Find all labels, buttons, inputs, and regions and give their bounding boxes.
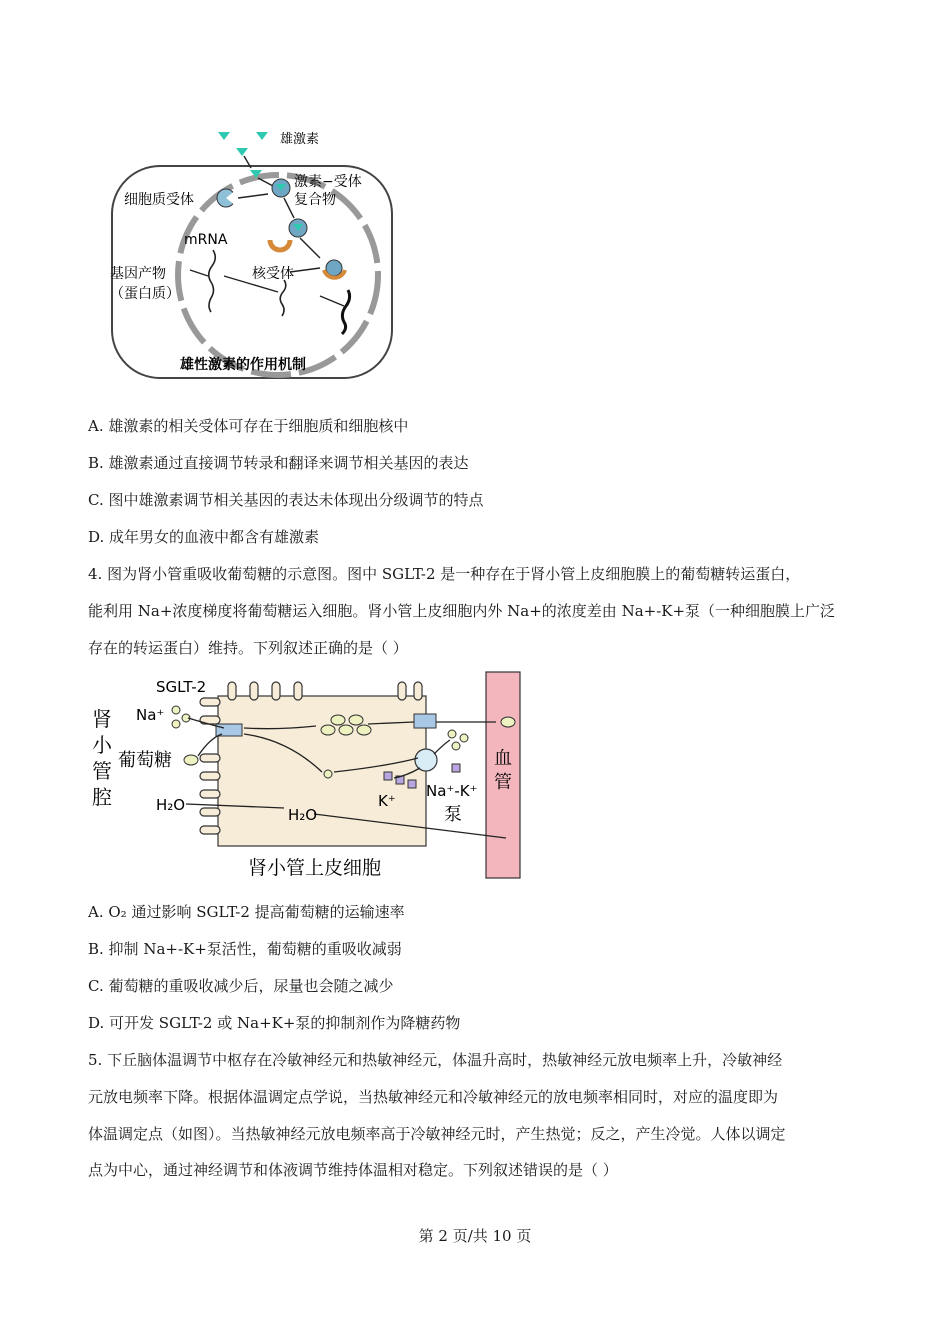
q3-option-d: D. 成年男女的血液中都含有雄激素 [88, 528, 320, 546]
pump-label-1: Na⁺-K⁺ [426, 782, 478, 800]
nuclear-receptor-label: 核受体 [252, 266, 294, 282]
na-label: Na⁺ [136, 706, 165, 724]
q4-line-3: 存在的转运蛋白）维持。下列叙述正确的是（ ） [88, 639, 408, 657]
q3-option-a: A. 雄激素的相关受体可存在于细胞质和细胞核中 [88, 417, 409, 435]
k-label: K⁺ [378, 792, 396, 810]
q3-option-b: B. 雄激素通过直接调节转录和翻译来调节相关基因的表达 [88, 454, 469, 472]
hormone-icon [236, 148, 248, 156]
androgen-mechanism-figure [108, 120, 398, 385]
q5-line-1: 5. 下丘脑体温调节中枢存在冷敏神经元和热敏神经元，体温升高时，热敏神经元放电频率上升，冷敏神经 [88, 1051, 783, 1069]
water-inside-label: H₂O [288, 806, 318, 824]
dna-icon [342, 290, 350, 334]
kidney-reabsorption-figure [88, 668, 524, 882]
q5-line-3: 体温调定点（如图）。当热敏神经元放电频率高于冷敏神经元时，产生热觉；反之，产生冷觉。人体以调定 [88, 1125, 786, 1143]
nuclear-receptor-icon [270, 240, 290, 250]
lumen-label-4: 腔 [92, 785, 112, 809]
mrna-icon [209, 250, 216, 312]
figure1-title: 雄性激素的作用机制 [180, 357, 306, 373]
lumen-label-3: 管 [92, 759, 112, 783]
complex-label-1: 激素−受体 [294, 174, 362, 190]
q4-option-b: B. 抑制 Na+-K+泵活性，葡萄糖的重吸收减弱 [88, 940, 402, 958]
q4-line-1: 4. 图为肾小管重吸收葡萄糖的示意图。图中 SGLT-2 是一种存在于肾小管上皮细胞膜上的葡萄糖转运蛋白， [88, 565, 801, 583]
q4-option-c: C. 葡萄糖的重吸收减少后，尿量也会随之减少 [88, 977, 394, 995]
sglt2-label: SGLT-2 [156, 678, 207, 696]
hormone-icon [218, 132, 230, 140]
cyto-receptor-label: 细胞质受体 [124, 192, 194, 208]
mrna-label: mRNA [184, 232, 228, 248]
lumen-label-2: 小 [92, 733, 112, 757]
blood-label-2: 管 [494, 772, 512, 793]
q4-option-a: A. O₂ 通过影响 SGLT-2 提高葡萄糖的运输速率 [88, 903, 405, 921]
gene-product-label-2: （蛋白质） [110, 286, 180, 302]
na-k-pump-icon [415, 749, 437, 771]
lumen-label-1: 肾 [92, 707, 112, 731]
q5-line-4: 点为中心，通过神经调节和体液调节维持体温相对稳定。下列叙述错误的是（ ） [88, 1161, 618, 1179]
hormone-icon [256, 132, 268, 140]
q3-option-c: C. 图中雄激素调节相关基因的表达未体现出分级调节的特点 [88, 491, 484, 509]
water-outside-label: H₂O [156, 796, 186, 814]
hormone-label: 雄激素 [280, 132, 320, 147]
page-number: 第 2 页/共 10 页 [418, 1227, 532, 1245]
blood-label-1: 血 [494, 748, 512, 769]
q4-option-d: D. 可开发 SGLT-2 或 Na+K+泵的抑制剂作为降糖药物 [88, 1014, 461, 1032]
q5-line-2: 元放电频率下降。根据体温调定点学说，当热敏神经元和冷敏神经元的放电频率相同时，对应的温度即为 [88, 1088, 779, 1106]
pump-label-2: 泵 [444, 804, 462, 825]
q4-line-2: 能利用 Na+浓度梯度将葡萄糖运入细胞。肾小管上皮细胞内外 Na+的浓度差由 Na+-K+泵（一种细胞膜上广泛 [88, 602, 836, 620]
complex-label-2: 复合物 [294, 192, 336, 208]
gene-product-label-1: 基因产物 [110, 266, 166, 282]
cell-label: 肾小管上皮细胞 [248, 857, 382, 879]
glucose-label: 葡萄糖 [118, 750, 172, 771]
